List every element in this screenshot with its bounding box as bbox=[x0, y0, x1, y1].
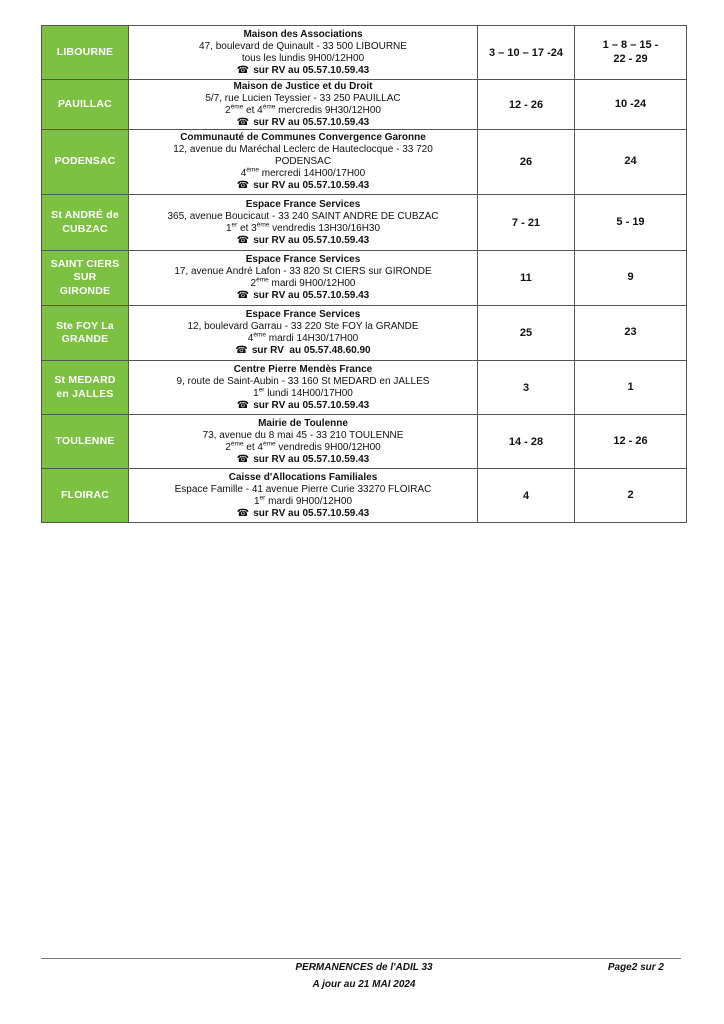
horaire-sup: ème bbox=[256, 221, 270, 229]
dates-col2: 24 bbox=[575, 130, 687, 195]
dates-col2 bbox=[575, 26, 687, 80]
horaire-part: 4 bbox=[240, 168, 247, 179]
horaire-part: mardi 14H30/17H00 bbox=[265, 333, 359, 344]
lieu-nom: Maison de Justice et du Droit bbox=[233, 80, 373, 92]
horaire-part: et 3 bbox=[237, 222, 257, 234]
horaire-part: 2 bbox=[225, 104, 231, 116]
lieu-cell bbox=[129, 469, 478, 523]
dates-col2-text: 1 – 8 – 15 - 22 - 29 bbox=[602, 39, 659, 65]
dates-col1: 12 - 26 bbox=[478, 80, 575, 130]
lieu-adresse: 12, boulevard Garrau - 33 220 Ste FOY la GRANDE bbox=[187, 321, 419, 332]
horaire-sup: ème bbox=[246, 166, 260, 174]
lieu-cell bbox=[129, 195, 478, 251]
rendez-vous-text: sur RV au 05.57.48.60.90 bbox=[251, 345, 371, 356]
horaire-part: 4 bbox=[247, 333, 254, 344]
lieu-adresse: 73, avenue du 8 mai 45 - 33 210 TOULENNE bbox=[202, 429, 404, 441]
table-row bbox=[42, 251, 687, 306]
rendez-vous-line bbox=[131, 508, 475, 520]
lieu-nom: Espace France Services bbox=[245, 309, 361, 320]
horaire-sup: ème bbox=[256, 276, 269, 284]
rendez-vous-line bbox=[131, 180, 475, 192]
lieu-adresse: 17, avenue André Lafon - 33 820 St CIERS sur GIRONDE bbox=[174, 266, 432, 277]
rendez-vous-text: sur RV au 05.57.10.59.43 bbox=[253, 399, 370, 411]
commune-cell: LIBOURNE bbox=[42, 26, 129, 80]
commune-cell: FLOIRAC bbox=[42, 469, 129, 523]
lieu-adresse: 12, avenue du Maréchal Leclerc de Hauteclocque - 33 720 PODENSAC bbox=[173, 144, 433, 167]
horaire-sup: er bbox=[231, 221, 238, 229]
horaire-sup: ème bbox=[230, 440, 244, 448]
table-row bbox=[42, 415, 687, 469]
horaire-part: 2 bbox=[250, 278, 257, 289]
table-row bbox=[42, 26, 687, 80]
rendez-vous-text: sur RV au 05.57.10.59.43 bbox=[253, 180, 370, 191]
dates-col2: 9 bbox=[575, 251, 687, 306]
dates-col1: 11 bbox=[478, 251, 575, 306]
dates-col1: 7 - 21 bbox=[478, 195, 575, 251]
horaire-sup: er bbox=[258, 386, 265, 394]
dates-col1: 14 - 28 bbox=[478, 415, 575, 469]
horaire-part: et 4 bbox=[243, 104, 263, 116]
lieu-horaire bbox=[131, 105, 475, 117]
footer-title: PERMANENCES de l'ADIL 33 bbox=[295, 962, 433, 973]
phone-icon: ☎ bbox=[235, 345, 248, 356]
page-number: Page2 sur 2 bbox=[607, 962, 664, 973]
phone-icon: ☎ bbox=[236, 399, 250, 411]
dates-col2: 23 bbox=[575, 306, 687, 361]
horaire-sup: ème bbox=[253, 331, 266, 339]
dates-col1: 26 bbox=[478, 130, 575, 195]
rendez-vous-text: sur RV au 05.57.10.59.43 bbox=[253, 64, 370, 76]
lieu-adresse: 47, boulevard de Quinault - 33 500 LIBOURNE bbox=[199, 40, 407, 52]
dates-col1: 4 bbox=[478, 469, 575, 523]
lieu-cell bbox=[129, 26, 478, 80]
phone-icon: ☎ bbox=[236, 116, 250, 128]
lieu-horaire bbox=[131, 168, 475, 180]
footer-update-date: A jour au 21 MAI 2024 bbox=[312, 979, 416, 990]
lieu-cell bbox=[129, 361, 478, 415]
rendez-vous-text: sur RV au 05.57.10.59.43 bbox=[253, 507, 370, 519]
phone-icon: ☎ bbox=[236, 507, 250, 519]
lieu-cell bbox=[129, 251, 478, 306]
horaire-part: vendredis 13H30/16H30 bbox=[269, 222, 381, 234]
commune-cell: St MEDARD en JALLES bbox=[42, 361, 129, 415]
table-row bbox=[42, 80, 687, 130]
lieu-horaire bbox=[131, 496, 475, 508]
lieu-adresse: 5/7, rue Lucien Teyssier - 33 250 PAUILLAC bbox=[205, 92, 401, 104]
phone-icon: ☎ bbox=[236, 290, 250, 301]
commune-cell: PODENSAC bbox=[42, 130, 129, 195]
horaire-part: 2 bbox=[225, 441, 231, 453]
lieu-cell bbox=[129, 80, 478, 130]
rendez-vous-line bbox=[131, 117, 475, 129]
lieu-adresse: 9, route de Saint-Aubin - 33 160 St MEDARD en JALLES bbox=[176, 375, 430, 387]
table-row bbox=[42, 195, 687, 251]
lieu-nom: Espace France Services bbox=[245, 198, 361, 210]
commune-cell: SAINT CIERS SUR GIRONDE bbox=[42, 251, 129, 306]
horaire-sup: ème bbox=[262, 103, 276, 111]
table-row bbox=[42, 469, 687, 523]
commune-cell: PAUILLAC bbox=[42, 80, 129, 130]
lieu-nom: Mairie de Toulenne bbox=[258, 417, 348, 429]
lieu-cell bbox=[129, 415, 478, 469]
table-row bbox=[42, 130, 687, 195]
horaire-sup: ème bbox=[230, 103, 244, 111]
table-row bbox=[42, 361, 687, 415]
lieu-cell bbox=[129, 130, 478, 195]
horaire-part: mercredi 14H00/17H00 bbox=[259, 168, 366, 179]
dates-col2: 1 bbox=[575, 361, 687, 415]
dates-col2: 5 - 19 bbox=[575, 195, 687, 251]
horaire-part: mardi 9H00/12H00 bbox=[265, 495, 353, 507]
table-row bbox=[42, 306, 687, 361]
lieu-horaire bbox=[131, 278, 475, 290]
lieu-nom: Espace France Services bbox=[245, 254, 361, 265]
lieu-horaire bbox=[131, 223, 475, 235]
rendez-vous-line bbox=[131, 235, 475, 247]
horaire-part: vendredis 9H00/12H00 bbox=[275, 441, 381, 453]
phone-icon: ☎ bbox=[236, 234, 250, 246]
lieu-nom: Centre Pierre Mendès France bbox=[233, 363, 373, 375]
dates-col1: 25 bbox=[478, 306, 575, 361]
dates-col2: 2 bbox=[575, 469, 687, 523]
horaire-part: et 4 bbox=[243, 441, 263, 453]
lieu-cell bbox=[129, 306, 478, 361]
footer-divider bbox=[41, 958, 681, 959]
dates-col2: 10 -24 bbox=[575, 80, 687, 130]
phone-icon: ☎ bbox=[236, 64, 250, 76]
phone-icon: ☎ bbox=[236, 453, 250, 465]
rendez-vous-text: sur RV au 05.57.10.59.43 bbox=[253, 116, 370, 128]
rendez-vous-line bbox=[131, 454, 475, 466]
commune-cell: TOULENNE bbox=[42, 415, 129, 469]
lieu-nom: Caisse d'Allocations Familiales bbox=[228, 471, 378, 483]
horaire-part: mercredis 9H30/12H00 bbox=[275, 104, 381, 116]
horaire-part: 1 bbox=[253, 387, 259, 399]
horaire-part: 1 bbox=[225, 222, 232, 234]
horaire-part: mardi 9H00/12H00 bbox=[268, 278, 356, 289]
rendez-vous-text: sur RV au 05.57.10.59.43 bbox=[253, 453, 370, 465]
lieu-adresse: Espace Famille - 41 avenue Pierre Curie 33270 FLOIRAC bbox=[174, 483, 432, 495]
horaire-part: lundi 14H00/17H00 bbox=[264, 387, 353, 399]
lieu-horaire bbox=[131, 388, 475, 400]
rendez-vous-line bbox=[131, 345, 475, 357]
lieu-horaire bbox=[131, 442, 475, 454]
lieu-nom: Maison des Associations bbox=[243, 28, 363, 40]
rendez-vous-line bbox=[131, 290, 475, 302]
dates-col1: 3 – 10 – 17 -24 bbox=[478, 26, 575, 80]
rendez-vous-text: sur RV au 05.57.10.59.43 bbox=[253, 290, 370, 301]
lieu-horaire: tous les lundis 9H00/12H00 bbox=[241, 52, 365, 64]
dates-col2: 12 - 26 bbox=[575, 415, 687, 469]
phone-icon: ☎ bbox=[236, 180, 250, 191]
rendez-vous-text: sur RV au 05.57.10.59.43 bbox=[253, 234, 370, 246]
rendez-vous-line bbox=[131, 65, 475, 77]
rendez-vous-line bbox=[131, 400, 475, 412]
lieu-horaire bbox=[131, 333, 475, 345]
horaire-sup: ème bbox=[262, 440, 276, 448]
commune-cell: Ste FOY La GRANDE bbox=[42, 306, 129, 361]
lieu-adresse: 365, avenue Boucicaut - 33 240 SAINT ANDRE DE CUBZAC bbox=[167, 210, 439, 222]
lieu-nom: Communauté de Communes Convergence Garonne bbox=[180, 132, 426, 143]
horaire-part: 1 bbox=[253, 495, 260, 507]
commune-cell: St ANDRÉ de CUBZAC bbox=[42, 195, 129, 251]
horaire-sup: er bbox=[259, 494, 266, 502]
dates-col1: 3 bbox=[478, 361, 575, 415]
permanences-table bbox=[41, 25, 687, 523]
